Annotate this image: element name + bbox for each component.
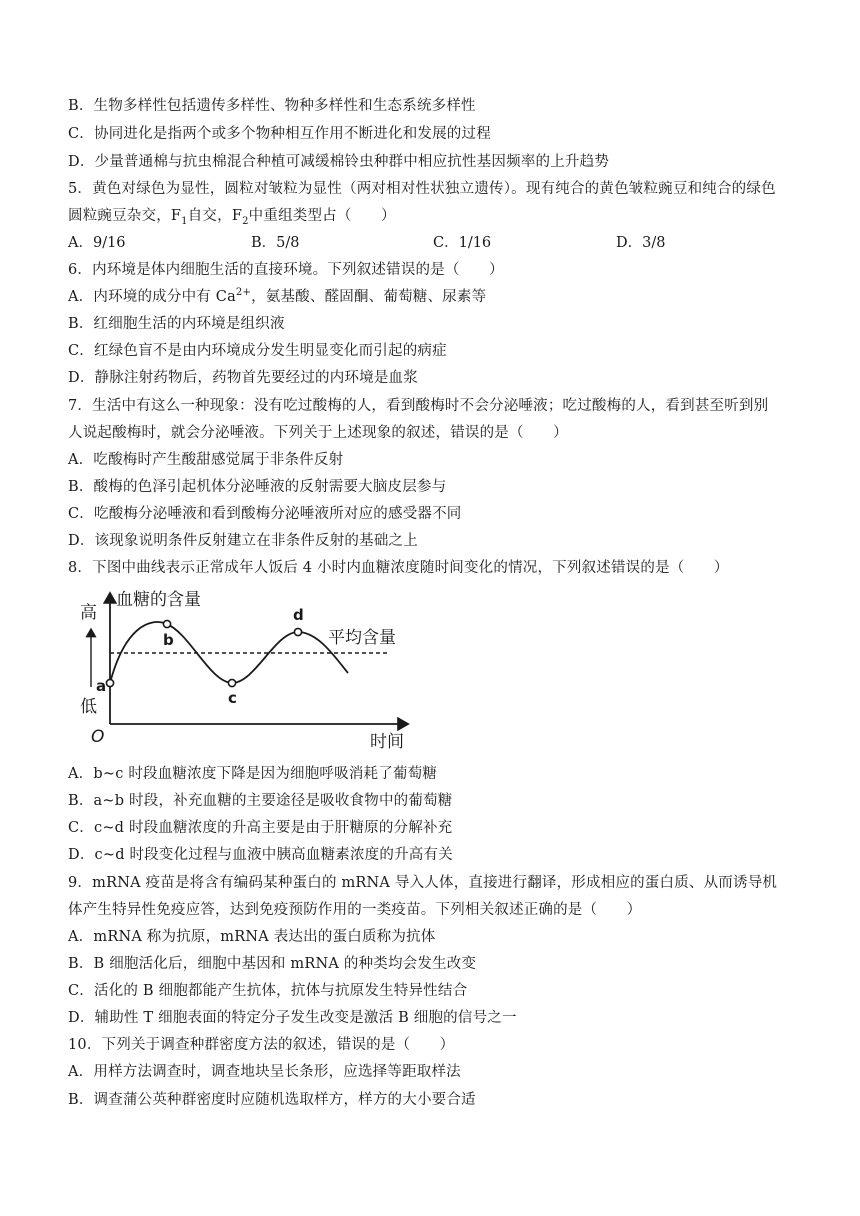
y-axis-title: 血糖的含量 — [116, 590, 201, 610]
q5-stem-line1: 5．黄色对绿色为显性，圆粒对皱粒为显性（两对相对性状独立遗传）。现有纯合的黄色皱粒豌豆和纯合的绿色 — [68, 181, 776, 197]
origin-label: O — [91, 727, 105, 747]
point-b-marker — [163, 620, 170, 627]
q8-option-d: D．c~d 时段变化过程与血液中胰高血糖素浓度的升高有关 — [68, 847, 453, 863]
q7-stem-line2: 人说起酸梅时，就会分泌唾液。下列关于上述现象的叙述，错误的是（ ） — [68, 425, 568, 441]
x-axis-title: 时间 — [370, 732, 404, 752]
q10-option-b: B．调查蒲公英种群密度时应随机选取样方，样方的大小要合适 — [68, 1092, 476, 1108]
q6-option-b: B．红细胞生活的内环境是组织液 — [68, 316, 285, 332]
q4-option-d: D．少量普通棉与抗虫棉混合种植可减缓棉铃虫种群中相应抗性基因频率的上升趋势 — [68, 154, 610, 170]
q9-stem-line2: 体产生特异性免疫应答，达到免疫预防作用的一类疫苗。下列相关叙述正确的是（ ） — [68, 902, 642, 918]
q7-option-a: A．吃酸梅时产生酸甜感觉属于非条件反射 — [68, 452, 344, 468]
q7-option-c: C．吃酸梅分泌唾液和看到酸梅分泌唾液所对应的感受器不同 — [68, 506, 462, 522]
q9-option-d: D．辅助性 T 细胞表面的特定分子发生改变是激活 B 细胞的信号之一 — [68, 1010, 517, 1026]
point-a-label: a — [96, 677, 107, 695]
y-high-label: 高 — [80, 603, 97, 623]
q7-option-d: D．该现象说明条件反射建立在非条件反射的基础之上 — [68, 533, 418, 549]
q6-option-d: D．静脉注射药物后，药物首先要经过的内环境是血浆 — [68, 370, 418, 386]
q8-option-a: A．b~c 时段血糖浓度下降是因为细胞呼吸消耗了葡萄糖 — [68, 766, 438, 782]
point-a-marker — [106, 679, 113, 686]
q4-option-b: B．生物多样性包括遗传多样性、物种多样性和生态系统多样性 — [68, 98, 476, 114]
q9-option-c: C．活化的 B 细胞都能产生抗体，抗体与抗原发生特异性结合 — [68, 983, 468, 999]
q9-option-b: B．B 细胞活化后，细胞中基因和 mRNA 的种类均会发生改变 — [68, 956, 477, 972]
q6-option-a: A．内环境的成分中有 $Ca^{2+}$，氨基酸、醛固酮、葡萄糖、尿素等 — [68, 287, 487, 305]
point-d-marker — [294, 628, 301, 635]
q5-options — [68, 233, 798, 253]
q6-option-c: C．红绿色盲不是由内环境成分发生明显变化而引起的病症 — [68, 343, 447, 359]
point-b-label: b — [163, 631, 174, 649]
q7-stem-line1: 7．生活中有这么一种现象：没有吃过酸梅的人，看到酸梅时不会分泌唾液；吃过酸梅的人，看到甚至听到别 — [68, 398, 769, 414]
point-c-label: c — [228, 689, 237, 707]
q8-stem: 8．下图中曲线表示正常成年人饭后 4 小时内血糖浓度随时间变化的情况，下列叙述错误的是（ ） — [68, 560, 729, 576]
q9-option-a: A．mRNA 称为抗原，mRNA 表达出的蛋白质称为抗体 — [68, 929, 436, 945]
y-low-label: 低 — [80, 697, 97, 717]
q8-option-c: C．c~d 时段血糖浓度的升高主要是由于肝糖原的分解补充 — [68, 820, 453, 836]
point-c-marker — [228, 679, 235, 686]
q5-option-b: B．5/8 — [251, 235, 300, 251]
q10-option-a: A．用样方法调查时，调查地块呈长条形，应选择等距取样法 — [68, 1064, 461, 1080]
q8-option-b: B．a~b 时段，补充血糖的主要途径是吸收食物中的葡萄糖 — [68, 793, 453, 809]
q6-stem: 6．内环境是体内细胞生活的直接环境。下列叙述错误的是（ ） — [68, 262, 504, 278]
point-d-label: d — [293, 606, 304, 624]
q5-option-c: C．1/16 — [433, 235, 492, 251]
q5-option-d: D．3/8 — [616, 235, 666, 251]
average-label: 平均含量 — [328, 628, 396, 648]
q10-stem: 10．下列关于调查种群密度方法的叙述，错误的是（ ） — [68, 1037, 455, 1053]
q4-option-c: C．协同进化是指两个或多个物种相互作用不断进化和发展的过程 — [68, 126, 491, 142]
blood-sugar-graph — [70, 587, 415, 757]
q5-stem-line2: 圆粒豌豆杂交，$F_1$自交，$F_2$中重组类型占（ ） — [68, 208, 396, 227]
q9-stem-line1: 9．mRNA 疫苗是将含有编码某种蛋白的 mRNA 导入人体，直接进行翻译，形成相应的蛋白质、从而诱导机 — [68, 875, 778, 891]
q5-option-a: A．9/16 — [68, 235, 126, 251]
blood-sugar-figure — [70, 587, 415, 757]
q7-option-b: B．酸梅的色泽引起机体分泌唾液的反射需要大脑皮层参与 — [68, 479, 447, 495]
